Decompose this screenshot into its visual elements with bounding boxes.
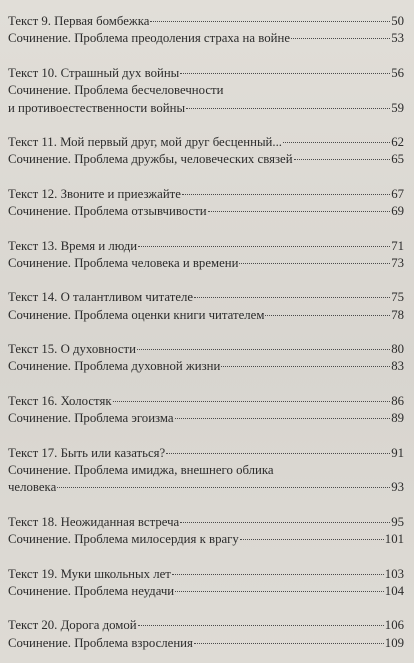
toc-entry-title: Текст 12. Звоните и приезжайте xyxy=(8,186,181,201)
toc-entry-title: Текст 17. Быть или казаться? xyxy=(8,445,166,460)
toc-entry[interactable] xyxy=(8,635,404,652)
dot-leader xyxy=(175,418,391,419)
page-number: 71 xyxy=(391,238,404,253)
dot-leader xyxy=(138,625,384,626)
page-number: 95 xyxy=(391,514,404,529)
toc-group xyxy=(8,445,404,497)
toc-entry-title: Сочинение. Проблема неудачи xyxy=(8,583,175,598)
toc-entry[interactable] xyxy=(8,583,404,600)
toc-entry[interactable] xyxy=(8,30,404,47)
toc-group xyxy=(8,134,404,169)
toc-entry[interactable] xyxy=(8,203,404,220)
toc-entry[interactable] xyxy=(8,393,404,410)
page-number: 69 xyxy=(391,204,404,219)
toc-entry-title: Сочинение. Проблема преодоления страха на войне xyxy=(8,31,290,46)
toc-entry-title: Сочинение. Проблема милосердия к врагу xyxy=(8,532,239,547)
page-number: 93 xyxy=(391,480,404,495)
dot-leader xyxy=(137,349,390,350)
toc-entry[interactable] xyxy=(8,151,404,168)
page-number: 67 xyxy=(391,186,404,201)
dot-leader xyxy=(221,366,390,367)
dot-leader xyxy=(283,142,390,143)
page-number: 53 xyxy=(391,31,404,46)
dot-leader xyxy=(194,297,390,298)
toc-entry-title: Текст 13. Время и люди xyxy=(8,238,138,253)
toc-entry[interactable] xyxy=(8,65,404,82)
toc-group xyxy=(8,393,404,428)
toc-entry-title: Сочинение. Проблема духовной жизни xyxy=(8,359,221,374)
toc-entry-title: Текст 10. Страшный дух войны xyxy=(8,65,180,80)
toc-entry-title: Текст 11. Мой первый друг, мой друг бесценный... xyxy=(8,134,282,149)
toc-entry[interactable] xyxy=(8,100,404,117)
toc-entry-title: Текст 15. О духовности xyxy=(8,342,136,357)
toc-entry[interactable] xyxy=(8,307,404,324)
dot-leader xyxy=(138,246,390,247)
dot-leader xyxy=(291,38,390,39)
dot-leader xyxy=(265,315,390,316)
toc-group xyxy=(8,617,404,652)
page-number: 78 xyxy=(391,307,404,322)
page-number: 106 xyxy=(384,618,404,633)
toc-entry-title-first-line: Сочинение. Проблема имиджа, внешнего облика xyxy=(8,463,274,478)
toc-entry[interactable] xyxy=(8,238,404,255)
toc-group xyxy=(8,238,404,273)
dot-leader xyxy=(166,453,390,454)
page-number: 103 xyxy=(384,566,404,581)
dot-leader xyxy=(186,108,390,109)
toc-entry[interactable] xyxy=(8,13,404,30)
table-of-contents xyxy=(8,13,404,652)
toc-entry[interactable] xyxy=(8,255,404,272)
toc-entry-title: Сочинение. Проблема взросления xyxy=(8,635,193,650)
toc-entry-title: Текст 18. Неожиданная встреча xyxy=(8,514,180,529)
dot-leader xyxy=(175,591,384,592)
toc-entry-title: Сочинение. Проблема оценки книги читателем xyxy=(8,307,265,322)
dot-leader xyxy=(180,73,390,74)
page-number: 65 xyxy=(391,152,404,167)
toc-group xyxy=(8,289,404,324)
dot-leader xyxy=(294,159,391,160)
toc-entry[interactable] xyxy=(8,186,404,203)
toc-entry-title: Текст 9. Первая бомбежка xyxy=(8,14,150,28)
toc-group xyxy=(8,13,404,48)
toc-entry[interactable] xyxy=(8,341,404,358)
page-number: 83 xyxy=(391,359,404,374)
page-number: 73 xyxy=(391,255,404,270)
page-number: 50 xyxy=(391,14,404,28)
dot-leader xyxy=(208,211,391,212)
page-number: 59 xyxy=(391,100,404,115)
toc-entry-title: Текст 16. Холостяк xyxy=(8,393,112,408)
toc-entry[interactable] xyxy=(8,479,404,496)
toc-entry[interactable] xyxy=(8,410,404,427)
dot-leader xyxy=(180,522,390,523)
page-number: 62 xyxy=(391,134,404,149)
page-number: 56 xyxy=(391,65,404,80)
dot-leader xyxy=(239,263,390,264)
dot-leader xyxy=(150,21,390,22)
toc-entry-title: человека xyxy=(8,480,57,495)
toc-entry-title: Сочинение. Проблема дружбы, человеческих связей xyxy=(8,152,293,167)
toc-group xyxy=(8,514,404,549)
page-number: 75 xyxy=(391,290,404,305)
dot-leader xyxy=(194,643,384,644)
toc-entry[interactable] xyxy=(8,531,404,548)
dot-leader xyxy=(113,401,391,402)
toc-entry-title: Текст 20. Дорога домой xyxy=(8,618,137,633)
page-number: 104 xyxy=(384,583,404,598)
toc-entry-title: Текст 14. О талантливом читателе xyxy=(8,290,194,305)
page-number: 80 xyxy=(391,342,404,357)
toc-group xyxy=(8,65,404,117)
page-number: 89 xyxy=(391,411,404,426)
dot-leader xyxy=(240,539,384,540)
toc-entry[interactable] xyxy=(8,289,404,306)
toc-group xyxy=(8,566,404,601)
toc-entry-title: Сочинение. Проблема отзывчивости xyxy=(8,204,207,219)
page-number: 101 xyxy=(384,532,404,547)
dot-leader xyxy=(182,194,390,195)
toc-entry-title: Текст 19. Муки школьных лет xyxy=(8,566,171,581)
toc-entry-title: и противоестественности войны xyxy=(8,100,186,115)
toc-entry[interactable] xyxy=(8,134,404,151)
toc-entry[interactable] xyxy=(8,514,404,531)
toc-entry-title: Сочинение. Проблема эгоизма xyxy=(8,411,174,426)
toc-group xyxy=(8,186,404,221)
dot-leader xyxy=(172,574,384,575)
toc-entry[interactable] xyxy=(8,566,404,583)
page-number: 109 xyxy=(384,635,404,650)
toc-entry[interactable] xyxy=(8,445,404,462)
toc-entry[interactable] xyxy=(8,358,404,375)
toc-entry-title: Сочинение. Проблема человека и времени xyxy=(8,255,239,270)
toc-entry-title-first-line: Сочинение. Проблема бесчеловечности xyxy=(8,83,224,98)
toc-entry[interactable] xyxy=(8,617,404,634)
dot-leader xyxy=(57,487,390,488)
page-number: 86 xyxy=(391,393,404,408)
toc-group xyxy=(8,341,404,376)
page-number: 91 xyxy=(391,445,404,460)
